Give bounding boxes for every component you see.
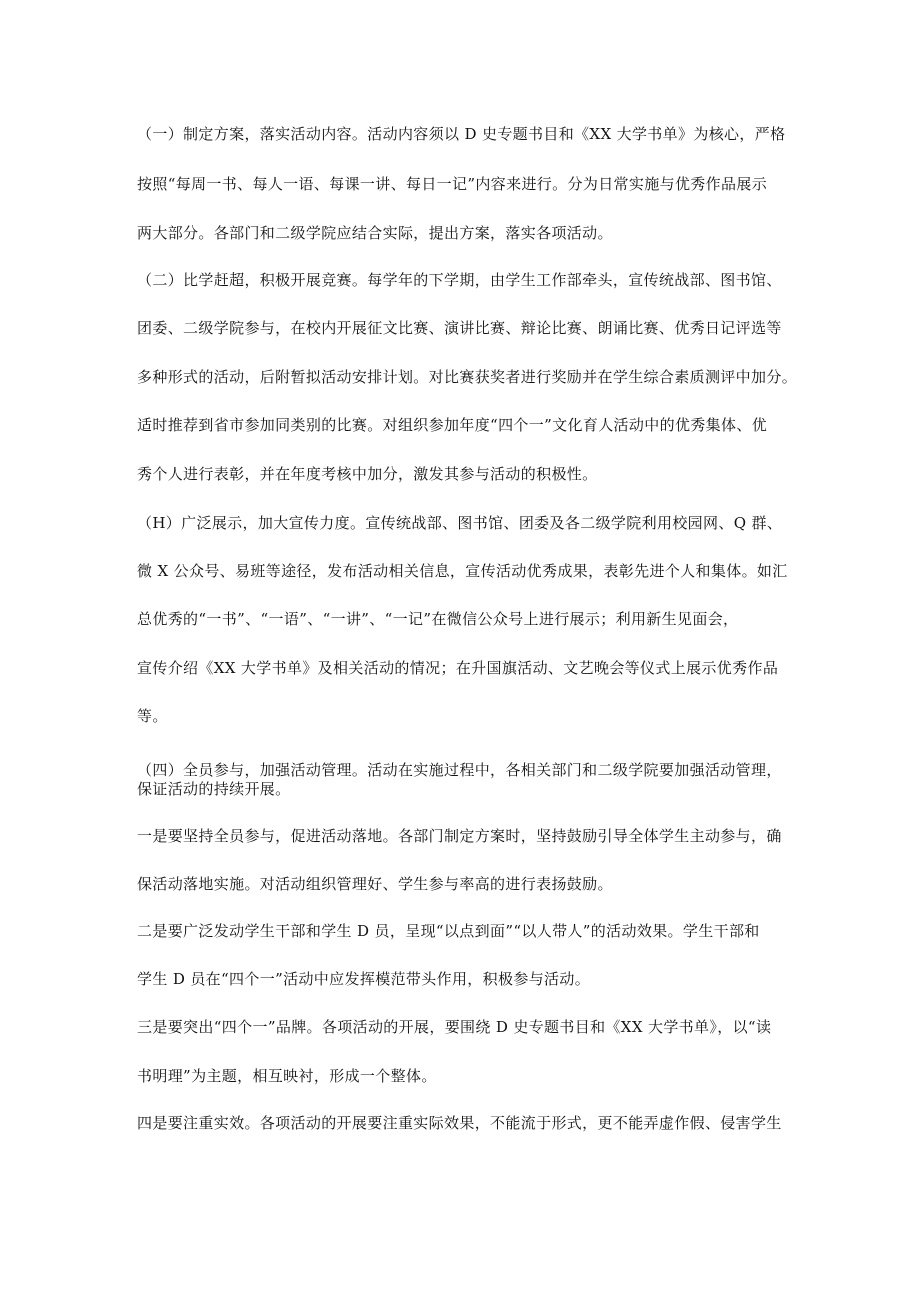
- text-line: 适时推荐到省市参加同类别的比赛。对组织参加年度“四个一”文化育人活动中的优秀集体、优: [137, 416, 768, 434]
- text-line: 微 X 公众号、易班等途径，发布活动相关信息，宣传活动优秀成果，表彰先进个人和集体。如汇: [137, 562, 788, 580]
- text-line: 一是要坚持全员参与，促进活动落地。各部门制定方案时，坚持鼓励引导全体学生主动参与，确: [137, 827, 782, 845]
- text-line: 保活动落地实施。对活动组织管理好、学生参与率高的进行表扬鼓励。: [137, 875, 613, 893]
- text-line: 等。: [137, 707, 168, 725]
- text-line: 秀个人进行表彰，并在年度考核中加分，激发其参与活动的积极性。: [137, 465, 598, 483]
- text-line: （二）比学赶超，积极开展竞赛。每学年的下学期，由学生工作部牵头，宣传统战部、图书馆、: [137, 271, 782, 289]
- text-line: 二是要广泛发动学生干部和学生 D 员，呈现“以点到面”“以人带人”的活动效果。学生干部和: [137, 922, 760, 940]
- text-line: 总优秀的“一书”、“一语”、“一讲”、“一记”在微信公众号上进行展示；利用新生见面会，: [137, 610, 739, 628]
- text-line: （四）全员参与，加强活动管理。活动在实施过程中，各相关部门和二级学院要加强活动管理，: [137, 761, 782, 779]
- text-line: 保证活动的持续开展。: [137, 780, 291, 798]
- text-line: 宣传介绍《XX 大学书单》及相关活动的情况；在升国旗活动、文艺晚会等仪式上展示优秀作品: [137, 659, 779, 677]
- text-line: 书明理”为主题，相互映衬，形成一个整体。: [137, 1067, 437, 1085]
- text-line: 按照“每周一书、每人一语、每课一讲、每日一记”内容来进行。分为日常实施与优秀作品展示: [137, 175, 768, 193]
- text-line: 四是要注重实效。各项活动的开展要注重实际效果，不能流于形式，更不能弄虚作假、侵害学生: [137, 1114, 782, 1132]
- text-line: （一）制定方案，落实活动内容。活动内容须以 D 史专题书目和《XX 大学书单》为核心，严格: [137, 125, 786, 143]
- text-line: 学生 D 员在“四个一”活动中应发挥模范带头作用，积极参与活动。: [137, 970, 591, 988]
- text-line: 两大部分。各部门和二级学院应结合实际，提出方案，落实各项活动。: [137, 224, 613, 242]
- text-line: （H）广泛展示，加大宣传力度。宣传统战部、图书馆、团委及各二级学院利用校园网、Q 群、: [137, 514, 783, 532]
- text-line: 团委、二级学院参与，在校内开展征文比赛、演讲比赛、辩论比赛、朗诵比赛、优秀日记评选等: [137, 319, 782, 337]
- text-line: 多种形式的活动，后附暂拟活动安排计划。对比赛获奖者进行奖励并在学生综合素质测评中加分。: [137, 368, 798, 386]
- text-line: 三是要突出“四个一”品牌。各项活动的开展，要围绕 D 史专题书目和《XX 大学书单》，以“读: [137, 1018, 772, 1036]
